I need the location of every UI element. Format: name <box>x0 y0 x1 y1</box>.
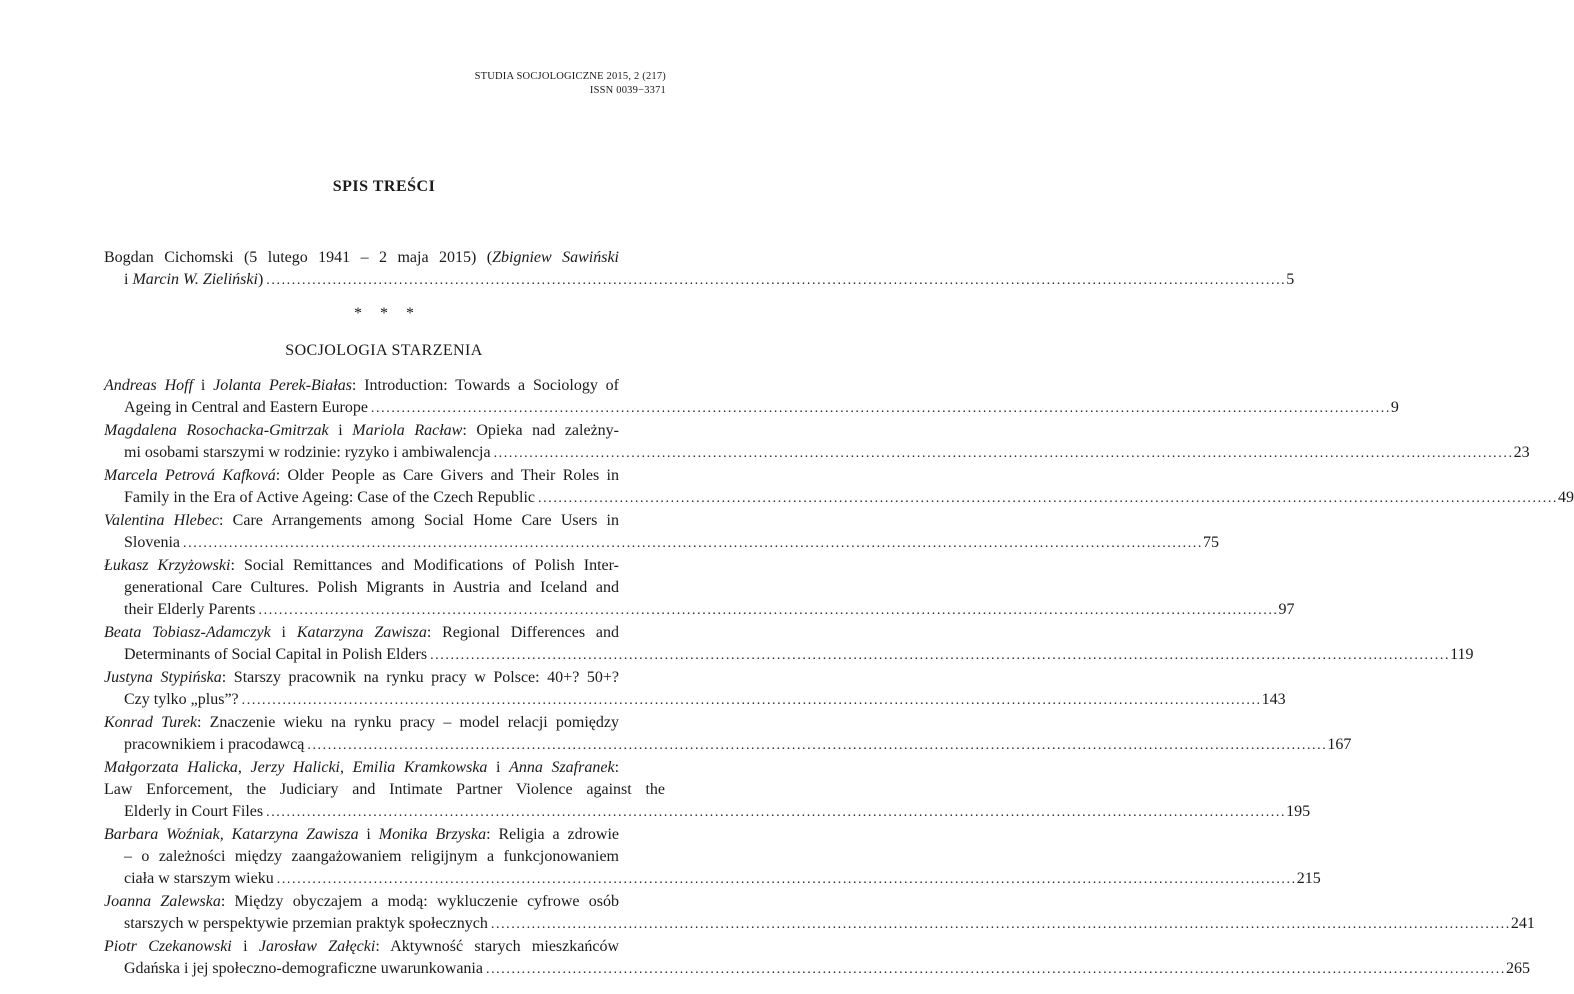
entry-author: Andreas Hoff <box>104 377 194 394</box>
page-number: 75 <box>1203 534 1219 551</box>
dot-leader: ........................................................................................................................................................................................................ <box>538 491 1559 506</box>
entry-line: generational Care Cultures. Polish Migrants in Austria and Iceland and <box>124 579 619 596</box>
entry-line <box>104 891 665 913</box>
entry-author: Katarzyna Zawisza <box>296 624 427 641</box>
entry-text: i <box>193 377 214 394</box>
entry-text: : Older People as Care Givers and Their Roles in <box>275 467 620 484</box>
dot-leader: ........................................................................................................................................................................................................ <box>183 536 1203 551</box>
dot-leader: ........................................................................................................................................................................................................ <box>493 446 1514 461</box>
toc-entry <box>104 891 1535 936</box>
page-number: 9 <box>1390 399 1399 416</box>
page-number: 215 <box>1296 870 1321 887</box>
entry-line-last <box>104 958 1530 981</box>
entry-line <box>104 622 665 644</box>
entry-title-end: their Elderly Parents <box>124 601 256 618</box>
entry-text: : Care Arrangements among Social Home Care Users in <box>218 512 619 529</box>
entry-author: Magdalena Rosochacka-Gmitrzak <box>104 422 329 439</box>
entry-line-last <box>104 532 1219 555</box>
entry-title-end: ciała w starszym wieku <box>124 870 274 887</box>
entry-line-last <box>104 689 1286 712</box>
entry-text: i <box>358 826 379 843</box>
entry-line-last <box>104 868 1321 891</box>
entry-text: i <box>487 759 510 776</box>
page-title: SPIS TREŚCI <box>332 178 436 195</box>
entry-line-last: i Marcin W. Zieliński) ........................................................................................................................................................................................................ 5 <box>104 269 665 292</box>
entry-line: – o zależności między zaangażowaniem religijnym a funkcjonowaniem <box>124 848 619 865</box>
journal-issn: ISSN 0039−3371 <box>589 85 666 96</box>
toc-entry <box>104 622 1474 667</box>
entry-line <box>104 757 665 779</box>
entry-author: Justyna Stypińska <box>104 669 222 686</box>
entry-line <box>104 824 665 846</box>
entry-line-last <box>104 734 1352 757</box>
entry-text: : Znaczenie wieku na rynku pracy – model relacji pomiędzy <box>196 714 619 731</box>
entry-text: : Aktywność starych mieszkańców <box>375 938 620 955</box>
entry-author: Łukasz Krzyżowski <box>104 557 231 574</box>
toc-entry <box>104 420 1530 465</box>
toc-entry <box>104 667 1286 712</box>
entry-author: Emilia Kramkowska <box>352 759 488 776</box>
entry-author: Monika Brzyska <box>378 826 487 843</box>
entry-author: Konrad Turek <box>104 714 197 731</box>
dot-leader: ........................................................................................................................................................................................................ <box>276 872 1297 887</box>
entry-author: Anna Szafranek <box>509 759 615 776</box>
toc-list <box>104 375 1574 981</box>
journal-issue: STUDIA SOCJOLOGICZNE 2015, 2 (217) <box>474 71 666 82</box>
page-number: 23 <box>1513 444 1530 461</box>
entry-author: Jolanta Perek-Białas <box>213 377 352 394</box>
dot-leader: ........................................................................................................................................................................................................ <box>258 603 1279 618</box>
entry-line-last <box>104 442 1530 465</box>
entry-text: : Starszy pracownik na rynku pracy w Polsce: 40+? 50+? <box>221 669 620 686</box>
entry-line <box>104 510 665 532</box>
entry-line-last <box>104 599 1295 622</box>
entry-text: : Opieka nad zależny- <box>462 422 620 439</box>
intro-entry <box>104 247 1295 292</box>
entry-text: i <box>328 422 353 439</box>
entry-author: Jarosław Załęcki <box>258 938 376 955</box>
dot-leader: ........................................................................................................................................................................................................ <box>485 962 1506 977</box>
entry-title-end: starszych w perspektywie przemian praktyk społecznych <box>124 915 488 932</box>
page-number: 49 <box>1558 489 1574 506</box>
entry-text: : Religia a zdrowie <box>486 826 620 843</box>
entry-line <box>104 465 665 487</box>
page-number: 143 <box>1261 691 1286 708</box>
entry-title-end: Czy tylko „plus”? <box>124 691 239 708</box>
entry-line-last <box>104 487 1574 510</box>
entry-line <box>104 667 665 689</box>
toc-entry <box>104 824 1321 891</box>
dot-leader: ........................................................................................................................................................................................................ <box>266 805 1287 820</box>
page-number: 195 <box>1286 803 1311 820</box>
dot-leader: ........................................................................................................................................................................................................ <box>490 917 1511 932</box>
toc-entry <box>104 375 1399 420</box>
entry-line <box>104 555 665 577</box>
entry-title-end: Ageing in Central and Eastern Europe <box>124 399 368 416</box>
section-title: SOCJOLOGIA STARZENIA <box>285 342 483 359</box>
journal-header <box>475 70 666 98</box>
entry-author: Beata Tobiasz-Adamczyk <box>104 624 271 641</box>
dot-leader: ........................................................................................................................................................................................................ <box>241 693 1262 708</box>
toc-entry <box>104 555 1295 622</box>
entry-text: : <box>614 759 620 776</box>
entry-title-end: mi osobami starszymi w rodzinie: ryzyko i ambiwalencja <box>124 444 491 461</box>
page-number: 167 <box>1327 736 1352 753</box>
dot-leader: ........................................................................................................................................................................................................ <box>430 648 1451 663</box>
entry-author: Piotr Czekanowski <box>104 938 232 955</box>
entry-title-end: Family in the Era of Active Ageing: Case of the Czech Republic <box>124 489 536 506</box>
entry-text: , <box>237 759 251 776</box>
toc-entry <box>104 510 1219 555</box>
entry-text: : Introduction: Towards a Sociology of <box>351 377 619 394</box>
dot-leader: ........................................................................................................................................................................................................ <box>266 273 1287 288</box>
entry-line-last <box>104 397 1399 420</box>
dot-leader: ........................................................................................................................................................................................................ <box>370 401 1391 416</box>
entry-title-end: Elderly in Court Files <box>124 803 264 820</box>
page-number: 97 <box>1278 601 1295 618</box>
toc-entry <box>104 936 1530 981</box>
entry-line <box>104 420 665 442</box>
toc-entry <box>104 712 1352 757</box>
entry-line: Law Enforcement, the Judiciary and Intimate Partner Violence against the <box>104 781 665 798</box>
entry-text: : Social Remittances and Modifications of Polish Inter- <box>230 557 619 574</box>
entry-line <box>104 936 665 958</box>
entry-author: Barbara Woźniak, Katarzyna Zawisza <box>104 826 359 843</box>
page-number: 241 <box>1510 915 1535 932</box>
toc-entry <box>104 247 1295 292</box>
entry-author: Joanna Zalewska <box>104 893 221 910</box>
entry-line-last <box>104 801 1311 824</box>
entry-author: Mariola Racław <box>352 422 463 439</box>
entry-line-last <box>104 644 1474 667</box>
toc-entry <box>104 757 1311 824</box>
entry-author: Marcela Petrová Kafková <box>104 467 276 484</box>
entry-line: Bogdan Cichomski (5 lutego 1941 – 2 maja 2015) (Zbigniew Sawiński <box>104 249 619 266</box>
entry-title-end: pracownikiem i pracodawcą <box>124 736 305 753</box>
entry-text: , <box>339 759 353 776</box>
entry-text: : Między obyczajem a modą: wykluczenie cyfrowe osób <box>220 893 619 910</box>
entry-title-end: Determinants of Social Capital in Polish Elders <box>124 646 428 663</box>
toc-entry <box>104 465 1574 510</box>
entry-line-last <box>104 913 1535 936</box>
entry-text: i <box>270 624 297 641</box>
dot-leader: ........................................................................................................................................................................................................ <box>307 738 1328 753</box>
entry-text: i <box>231 938 259 955</box>
entry-text: : Regional Differences and <box>426 624 620 641</box>
entry-author: Małgorzata Halicka <box>104 759 238 776</box>
separator: * * * <box>354 305 414 322</box>
page-number: 5 <box>1286 271 1295 288</box>
entry-title-end: Gdańska i jej społeczno-demograficzne uwarunkowania <box>124 960 483 977</box>
entry-title-end: Slovenia <box>124 534 180 551</box>
entry-author: Valentina Hlebec <box>104 512 219 529</box>
page-number: 119 <box>1450 646 1474 663</box>
entry-line <box>104 375 665 397</box>
page-number: 265 <box>1505 960 1530 977</box>
entry-line <box>104 712 665 734</box>
entry-author: Jerzy Halicki <box>250 759 340 776</box>
